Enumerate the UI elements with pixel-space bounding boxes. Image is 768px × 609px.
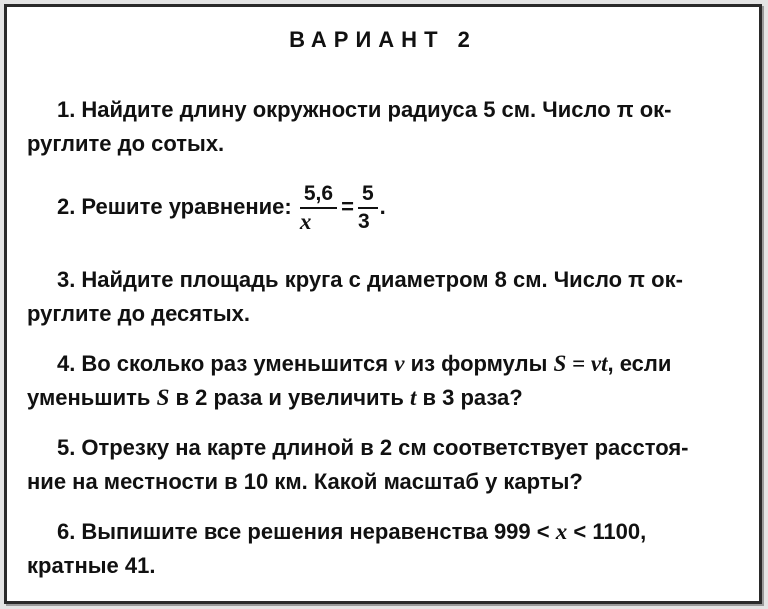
task-text: Во сколько раз уменьшится <box>81 351 389 376</box>
fraction-left <box>300 183 337 233</box>
task-number: 2. <box>57 193 76 219</box>
fraction-right <box>358 183 378 233</box>
task-2 <box>57 183 737 233</box>
task-4 <box>27 347 737 415</box>
task-5 <box>27 431 737 499</box>
task-3 <box>27 263 737 331</box>
task-text-continued: руглите до сотых. <box>27 131 225 156</box>
task-number: 1. <box>57 97 76 122</box>
equals-sign: = <box>341 193 354 219</box>
fraction-denominator: 3 <box>357 210 370 233</box>
task-text-continued: кратные 41. <box>27 553 156 578</box>
task-number: 4. <box>57 351 76 376</box>
task-text: в 2 раза и увеличить <box>175 385 404 410</box>
variable-t: t <box>409 385 417 410</box>
task-text-continued <box>27 381 737 415</box>
fraction-numerator: 5,6 <box>300 183 337 209</box>
formula: S = vt <box>553 351 608 376</box>
task-text: Найдите площадь круга с диаметром 8 см. Число π ок- <box>81 267 683 292</box>
task-number: 3. <box>57 267 76 292</box>
task-text: , если <box>607 351 672 376</box>
page-title: ВАРИАНТ 2 <box>289 27 477 52</box>
task-text: Решите уравнение: <box>81 193 292 219</box>
task-text-continued: руглите до десятых. <box>27 301 251 326</box>
task-text: в 3 раза? <box>422 385 523 410</box>
task-text: уменьшить <box>27 385 151 410</box>
task-number: 5. <box>57 435 76 460</box>
task-text: Выпишите все решения неравенства 999 < <box>81 519 550 544</box>
task-1 <box>27 93 737 161</box>
task-text: из формулы <box>410 351 548 376</box>
task-text: Отрезку на карте длиной в 2 см соответствует расстоя- <box>81 435 689 460</box>
task-text: < 1100, <box>573 519 647 544</box>
variable-v: v <box>394 351 405 376</box>
fraction-denominator: x <box>299 209 312 234</box>
task-number: 6. <box>57 519 76 544</box>
variable-x: x <box>555 519 568 544</box>
task-text: Найдите длину окружности радиуса 5 см. Число π ок- <box>81 97 672 122</box>
worksheet-page <box>4 4 762 604</box>
task-text-continued: ние на местности в 10 км. Какой масштаб у карты? <box>27 469 583 494</box>
variable-s: S <box>156 385 170 410</box>
task-6 <box>27 515 737 583</box>
fraction-numerator: 5 <box>358 183 378 209</box>
period: . <box>379 193 386 219</box>
